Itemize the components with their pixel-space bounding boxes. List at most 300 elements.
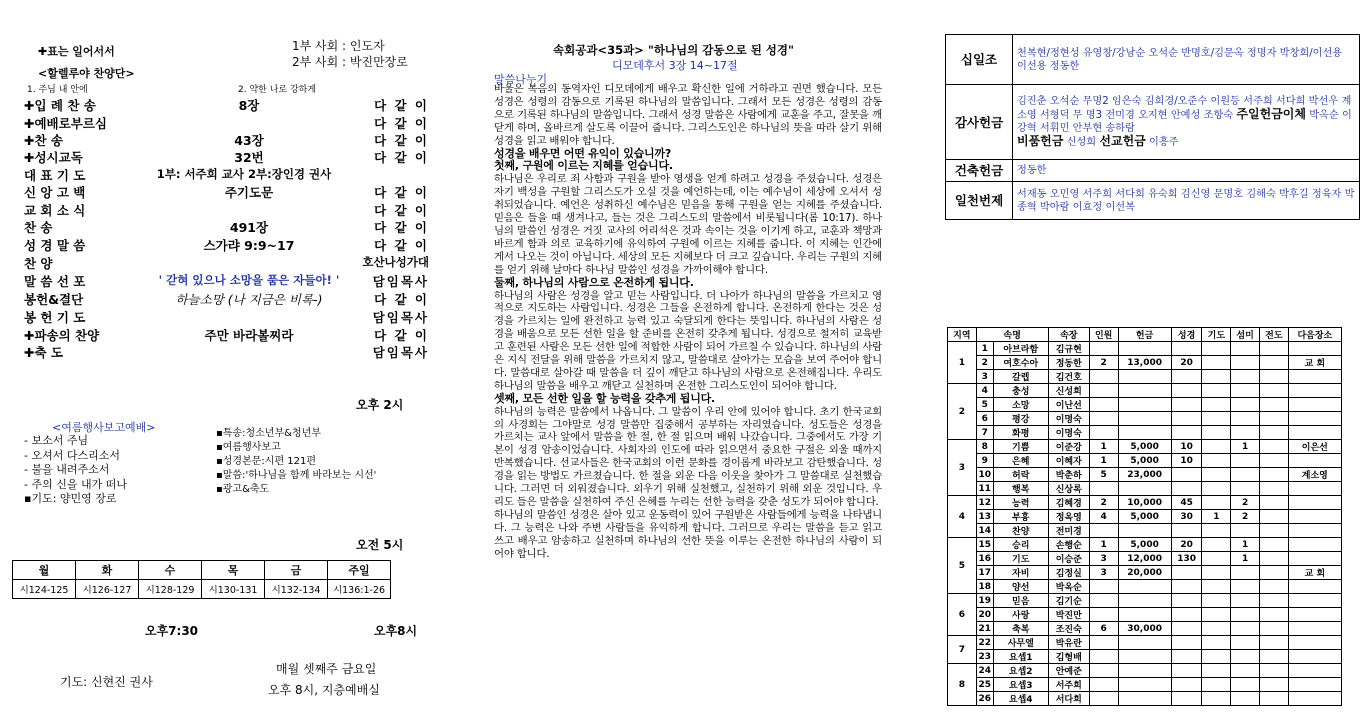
group-cell-prayer: 1 [1202,510,1231,524]
tithe-label: 십일조 [946,35,1013,85]
group-cell-serve [1231,650,1260,664]
order-item-name: 대 표 기 도 [24,168,86,183]
sunday-transfer-label: 주일헌금이체 [1236,107,1306,121]
group-cell-name: 평강 [993,412,1048,426]
group-cell-name: 요셉1 [993,650,1048,664]
lesson-heading: 성경을 배우면 어떤 유익이 있습니까? [494,146,672,160]
group-cell-bible: 45 [1171,496,1202,510]
standing-note: ✚표는 일어서서 [38,45,115,58]
thousand-offering-label: 일천번제 [946,182,1013,220]
mission-offering-label: 선교헌금 [1099,134,1146,148]
group-cell-offering [1118,370,1171,384]
service-time-5am: 오전 5시 [356,538,404,552]
group-cell-prayer [1202,356,1231,370]
group-cell-leader: 조진숙 [1048,622,1089,636]
group-cell-leader: 박춘하 [1048,468,1089,482]
group-table-header: 속명 [976,328,1048,342]
week-reading: 시124-125 [13,580,76,599]
order-item-person: 다 같 이 [374,292,429,307]
group-cell-bible [1171,692,1202,706]
lesson-paragraph: 하나님의 사람은 성경을 알고 믿는 사람입니다. 더 나아가 하나님의 말씀을 가르치고 영적으로 지도하는 사람입니다. 성경은 그들을 온전하게 합니다. 온전하게 한다는 것은 성경을 가르치는 일에 완전하고 능력 있고 숙달되게 한다는 뜻입니다. 하나님의 사람은 성경을 배움으로 모든 선한 일을 할 준비를 온전히 갖추게 됩니다. 성경으로 철저히 교육받고 훈련된 사람은 모든 선한 일에 적합한 사람이 되어 가르칠 수 있습니다. 하나님의 사람은 지식 전달을 위해 말씀을 가르치지 않고, 말씀대로 살아가는 모습을 보여 주어야 합니다. 말씀대로 살아갈 때 말씀을 더 깊이 깨닫고 하나님의 사람으로 온전해집니다. 우리도 하나님의 말씀을 배우고 깨닫고 실천하며 온전한 그리스도인이 되어야 합니다. [494,289,882,392]
group-row [948,566,1342,580]
group-cell-evang [1259,580,1288,594]
group-cell-bible [1171,370,1202,384]
group-table-header: 다음장소 [1288,328,1341,342]
group-row [948,370,1342,384]
group-cell-bible: 10 [1171,440,1202,454]
group-cell-bible [1171,636,1202,650]
summer-song-item: - 불을 내려주소서 [24,463,110,476]
order-item-person: 호산나성가대 [362,255,429,269]
group-cell-people [1089,426,1118,440]
group-cell-serve [1231,622,1260,636]
group-cell-leader: 신성희 [1048,384,1089,398]
group-cell-leader: 서주희 [1048,678,1089,692]
group-cell-people: 2 [1089,356,1118,370]
group-cell-bible [1171,580,1202,594]
group-cell-num: 3 [976,370,993,384]
order-item-person: 담임목사 [372,310,429,325]
group-cell-bible [1171,608,1202,622]
group-table-header: 전도 [1259,328,1288,342]
group-cell-evang [1259,454,1288,468]
group-cell-name: 사랑 [993,608,1048,622]
service-time-8pm: 오후8시 [374,624,418,638]
group-cell-prayer [1202,636,1231,650]
group-cell-offering [1118,426,1171,440]
order-item-name: 성 경 말 씀 [24,238,86,253]
group-cell-name: 자비 [993,566,1048,580]
group-row [948,692,1342,706]
group-row [948,468,1342,482]
group-cell-name: 승리 [993,538,1048,552]
group-cell-prayer [1202,426,1231,440]
offering-table [945,34,1360,220]
group-cell-bible [1171,622,1202,636]
building-offering-names: 정동한 [1013,160,1360,182]
group-cell-next [1288,412,1341,426]
group-cell-prayer [1202,496,1231,510]
group-cell-people: 3 [1089,552,1118,566]
group-cell-serve [1231,482,1260,496]
summer-order-item: ▪말씀:'하나님을 함께 바라보는 시선' [216,470,377,481]
group-cell-bible [1171,384,1202,398]
group-row [948,650,1342,664]
group-cell-people: 3 [1089,566,1118,580]
thousand-offering-names: 서재동 오민영 서주희 서다희 유숙희 김신영 문명호 김해숙 박후길 정육자 박종혁 박아람 이효정 이선복 [1013,182,1360,220]
group-cell-serve: 2 [1231,510,1260,524]
summer-order-item: ▪성경본문:시편 121편 [216,456,317,467]
order-item-person: 다 같 이 [374,203,429,218]
group-cell-offering: 5,000 [1118,454,1171,468]
group-cell-name: 화평 [993,426,1048,440]
group-cell-prayer [1202,678,1231,692]
group-cell-bible [1171,664,1202,678]
group-cell-evang [1259,524,1288,538]
group-cell-prayer [1202,524,1231,538]
group-cell-name: 충성 [993,384,1048,398]
group-row [948,580,1342,594]
group-cell-leader: 신상록 [1048,482,1089,496]
group-cell-leader: 김규현 [1048,342,1089,356]
group-cell-evang [1259,594,1288,608]
group-cell-prayer [1202,622,1231,636]
order-item-name: ✚성시교독 [24,150,83,165]
group-cell-next [1288,524,1341,538]
service-time-2pm: 오후 2시 [356,398,404,412]
group-cell-offering: 30,000 [1118,622,1171,636]
lesson-heading: 셋째, 모든 선한 일을 할 능력을 갖추게 됩니다. [494,391,716,405]
group-row [948,678,1342,692]
group-cell-people [1089,650,1118,664]
group-cell-evang [1259,370,1288,384]
group-cell-name: 요셉2 [993,664,1048,678]
order-item-name: ✚찬 송 [24,133,63,148]
group-cell-prayer [1202,608,1231,622]
group-cell-num: 16 [976,552,993,566]
order-item-content: ' 갇혀 있으나 소망을 품은 자들아! ' [158,273,340,287]
group-row [948,412,1342,426]
group-cell-prayer [1202,412,1231,426]
praise-song-1: 1. 주님 내 안에 [27,85,88,95]
order-item-name: 찬 양 [24,256,53,271]
summer-report-order [216,427,376,497]
group-cell-serve [1231,426,1260,440]
group-cell-offering: 23,000 [1118,468,1171,482]
order-item-person: 다 같 이 [374,150,429,165]
praise-song-2: 2. 약한 나로 강하게 [238,85,317,95]
mission-offering-names: 이흥주 [1149,137,1179,148]
group-cell-next [1288,580,1341,594]
group-cell-evang [1259,678,1288,692]
group-cell-offering: 5,000 [1118,538,1171,552]
group-cell-people: 4 [1089,510,1118,524]
group-cell-offering: 20,000 [1118,566,1171,580]
group-row [948,552,1342,566]
group-cell-next: 이은선 [1288,440,1341,454]
thanks-offering-names [1013,85,1360,160]
group-cell-num: 15 [976,538,993,552]
group-cell-num: 2 [976,356,993,370]
group-region: 7 [948,636,977,664]
order-item-person: 담임목사 [372,274,429,289]
group-cell-offering [1118,636,1171,650]
group-cell-offering [1118,608,1171,622]
group-cell-serve [1231,636,1260,650]
group-cell-leader: 이준강 [1048,440,1089,454]
week-day: 주일 [328,561,391,580]
order-item-name: ✚파송의 찬양 [24,328,100,343]
group-cell-leader: 안예준 [1048,664,1089,678]
group-cell-prayer [1202,566,1231,580]
group-cell-name: 능력 [993,496,1048,510]
group-cell-serve [1231,412,1260,426]
group-cell-leader: 김형배 [1048,650,1089,664]
group-cell-prayer [1202,398,1231,412]
group-cell-num: 24 [976,664,993,678]
host-part1: 1부 사회 : 인도자 [292,39,385,53]
group-cell-name: 기쁨 [993,440,1048,454]
group-cell-next [1288,370,1341,384]
worship-order-item [24,183,429,202]
group-region: 2 [948,384,977,440]
order-item-content: 하늘소망 (나 지금은 비록-) [175,292,323,307]
summer-song-item: - 보소서 주님 [24,434,89,447]
group-cell-people [1089,580,1118,594]
group-cell-prayer [1202,342,1231,356]
group-cell-bible [1171,412,1202,426]
group-row [948,384,1342,398]
group-cell-offering [1118,342,1171,356]
group-cell-serve [1231,524,1260,538]
worship-order-item [24,343,429,362]
monthly-schedule: 매월 셋째주 금요일 [276,662,377,676]
group-cell-people: 2 [1089,496,1118,510]
group-cell-people: 5 [1089,468,1118,482]
group-cell-leader: 이혜자 [1048,454,1089,468]
group-cell-prayer [1202,650,1231,664]
building-offering-label: 건축헌금 [946,160,1013,182]
group-cell-prayer [1202,440,1231,454]
group-cell-evang [1259,636,1288,650]
praise-team-title: <할렐루야 찬양단> [38,67,135,80]
group-cell-people [1089,412,1118,426]
order-item-content: 8장 [238,98,260,113]
group-cell-bible [1171,678,1202,692]
group-cell-people [1089,692,1118,706]
group-cell-serve: 2 [1231,496,1260,510]
group-row [948,524,1342,538]
group-cell-leader: 박진만 [1048,608,1089,622]
group-cell-serve [1231,678,1260,692]
group-cell-next [1288,678,1341,692]
group-cell-people [1089,482,1118,496]
summer-song-item: - 주의 신을 내가 떠나 [24,477,127,491]
order-item-name: ✚축 도 [24,345,63,360]
group-cell-num: 10 [976,468,993,482]
group-cell-evang [1259,692,1288,706]
week-day: 월 [13,561,76,580]
group-cell-num: 18 [976,580,993,594]
group-cell-bible [1171,468,1202,482]
group-cell-people [1089,370,1118,384]
group-cell-num: 12 [976,496,993,510]
group-cell-serve [1231,594,1260,608]
group-cell-num: 21 [976,622,993,636]
order-item-person: 담임목사 [372,345,429,360]
group-cell-num: 7 [976,426,993,440]
group-cell-next [1288,692,1341,706]
group-cell-offering: 13,000 [1118,356,1171,370]
supply-offering-names: 신성희 [1066,137,1097,148]
order-item-content: 491장 [229,220,269,235]
group-cell-num: 1 [976,342,993,356]
lesson-body [494,83,882,561]
order-item-content: 주기도문 [224,185,274,200]
group-cell-name: 사무엘 [993,636,1048,650]
group-cell-num: 22 [976,636,993,650]
order-item-name: 찬 송 [24,220,53,235]
group-table-header: 지역 [948,328,977,342]
group-cell-next [1288,510,1341,524]
worship-order-item [24,218,429,237]
group-cell-evang [1259,664,1288,678]
group-cell-num: 9 [976,454,993,468]
group-cell-people [1089,342,1118,356]
order-item-person: 다 같 이 [374,116,429,131]
group-cell-serve [1231,342,1260,356]
group-cell-prayer [1202,580,1231,594]
group-cell-prayer [1202,664,1231,678]
week-reading: 시136:1-26 [328,580,391,599]
group-row [948,398,1342,412]
lesson-paragraph: 하나님의 말씀인 성경은 살아 있고 운동력이 있어 구원받은 사람들에게 능력을 나타냅니다. 그 능력은 나와 주변 사람들을 유익하게 합니다. 그러므로 우리는 말씀을 듣고 읽고 쓰고 배우고 암송하고 실천하며 하나님의 선한 뜻을 이루는 온전한 하나님의 사람이 되어야 합니다. [494,508,882,560]
group-cell-serve [1231,608,1260,622]
group-cell-evang [1259,356,1288,370]
group-cell-prayer [1202,552,1231,566]
group-cell-bible: 30 [1171,510,1202,524]
group-cell-name: 허락 [993,468,1048,482]
group-cell-num: 26 [976,692,993,706]
worship-order-item [24,236,429,255]
group-cell-leader: 김건호 [1048,370,1089,384]
group-cell-next [1288,552,1341,566]
group-cell-evang [1259,608,1288,622]
group-cell-offering: 12,000 [1118,552,1171,566]
group-cell-name: 축복 [993,622,1048,636]
group-row [948,636,1342,650]
group-cell-bible [1171,594,1202,608]
order-item-name: ✚입 례 찬 송 [24,98,96,113]
group-cell-name: 부흥 [993,510,1048,524]
group-cell-people [1089,636,1118,650]
group-cell-people: 6 [1089,622,1118,636]
week-day: 화 [76,561,139,580]
summer-order-item: ▪특송:청소년부&청년부 [216,428,321,439]
group-cell-people [1089,524,1118,538]
group-cell-bible [1171,482,1202,496]
group-cell-bible [1171,566,1202,580]
group-cell-offering [1118,594,1171,608]
group-cell-next [1288,608,1341,622]
group-cell-leader: 이난선 [1048,398,1089,412]
week-reading: 시128-129 [139,580,202,599]
group-cell-bible: 10 [1171,454,1202,468]
group-cell-leader: 전미경 [1048,524,1089,538]
order-item-content: 32번 [234,150,264,165]
group-cell-next [1288,426,1341,440]
week-day: 수 [139,561,202,580]
week-day: 금 [265,561,328,580]
group-cell-offering [1118,384,1171,398]
lesson-paragraph: 하나님은 우리로 죄 사함과 구원을 받아 영생을 얻게 하려고 성경을 주셨습니다. 성경은 자기 백성을 구원할 그리스도가 오실 것을 예언하는데, 이는 예수님이 세상에 오셔서 성취되었습니다. 예언은 성취하신 예수님은 믿음을 통해 구원을 얻는 지혜를 주셨습니다. 믿음은 들을 때 생겨나고, 들는 것은 그리스도의 말씀에서 비롯됩니다(롬 10:17). 하나님의 말씀인 성경은 거짓 교사의 어리석은 것과 속이는 것을 이기게 하고, 교훈과 책망과 바르게 함과 의로 교육하기에 유익하여 구원에 이르는 지혜를 줍니다. 이 지혜는 인간에게서 나오는 것이 아닙니다. 세상의 모든 지혜보다 더 크고 깊습니다. 우리는 구원의 지혜를 얻기 위해 날마다 하나님 말씀인 성경을 가까이해야 합니다. [494,173,882,276]
summer-song-item: - 오셔서 다스리소서 [24,448,120,462]
group-table-header: 기도 [1202,328,1231,342]
group-cell-num: 14 [976,524,993,538]
group-cell-serve [1231,398,1260,412]
group-cell-people [1089,608,1118,622]
order-item-name: 봉헌&결단 [24,292,84,307]
group-cell-serve [1231,664,1260,678]
prayer-leader: 기도: 신현진 권사 [60,675,153,689]
worship-order-item [24,254,429,273]
group-row [948,356,1342,370]
group-cell-serve [1231,580,1260,594]
lesson-section-label: 말씀나누기 [494,73,548,86]
group-table-header: 섬미 [1231,328,1260,342]
group-cell-name: 기도 [993,552,1048,566]
summer-order-item: ▪여름행사보고 [216,442,281,453]
group-cell-evang [1259,412,1288,426]
group-cell-people [1089,594,1118,608]
lesson-paragraph: 하나님의 능력은 말씀에서 나옵니다. 그 말씀이 우리 안에 있어야 합니다. 초기 한국교회의 사경회는 그야말로 성경 말씀만 집중해서 공부하는 자리였습니다. 성도들은 성경을 가르치는 교사 앞에서 말씀을 한 절, 한 절 읽으며 배워 나갔습니다. 그중에서도 가장 기본이 성경 암송이었습니다. 사회자의 인도에 따라 읽으면서 중요한 구절은 외울 때까지 반복했습니다. 선교사들은 한국교회의 이런 문화를 경이롭게 바라보고 감탄했습니다. 성경을 읽는 방법도 가르쳤습니다. 한 절을 외운 다음 이웃을 찾아가 그 말씀대로 실천했습니다. 그러면 더 외워졌습니다. 외우기 위해 실천했고, 실천하기 위해 외운 것입니다. 우리도 들은 말씀을 실천하여 주신 은혜를 누리는 선한 능력을 갖춘 성도가 되어야 합니다. [494,405,882,508]
group-cell-prayer [1202,468,1231,482]
group-cell-leader: 이명숙 [1048,412,1089,426]
group-row [948,538,1342,552]
group-cell-num: 13 [976,510,993,524]
worship-order-item [24,308,429,327]
group-row [948,454,1342,468]
group-cell-num: 6 [976,412,993,426]
order-item-person: 다 같 이 [374,328,429,343]
group-cell-next [1288,342,1341,356]
group-cell-leader: 김기순 [1048,594,1089,608]
summer-song-item: ▪기도: 양민영 장로 [24,492,117,505]
group-region: 6 [948,594,977,636]
group-cell-serve [1231,370,1260,384]
order-item-name: 교 회 소 식 [24,203,86,218]
group-cell-next [1288,650,1341,664]
group-row [948,664,1342,678]
group-cell-num: 11 [976,482,993,496]
group-cell-people: 1 [1089,538,1118,552]
group-cell-next [1288,594,1341,608]
group-cell-offering [1118,580,1171,594]
group-cell-num: 17 [976,566,993,580]
group-cell-next [1288,454,1341,468]
order-item-content: 43장 [234,133,264,148]
order-item-name: ✚예배로부르심 [24,116,107,131]
service-time-730pm: 오후7:30 [145,624,199,638]
lesson-paragraph: 바울은 복음의 동역자인 디모데에게 배우고 확신한 일에 거하라고 권면 했습니다. 모든 성경은 성령의 감동으로 기록된 하나님의 말씀입니다. 그래서 모든 성경은 성령의 감동으로 기록된 하나님의 말씀입니다. 그래서 성경 말씀은 사람에게 교훈을 주고, 잘못을 깨닫게 하며, 올바르게 살도록 이끌어 줍니다. 그리스도인은 하나님의 뜻을 따라 살기 위해 성경을 읽고 배워야 합니다. [494,83,882,147]
group-cell-next [1288,482,1341,496]
thanks-names: 김진춘 오석순 무명2 임은숙 김희경/오준수 이원등 서주희 서다희 박선우 계소영 서형덕 무 명3 전미경 오지현 안예성 조항숙 [1017,96,1352,121]
sunday-transfer-names: 박옥순 이강혁 서휘민 안부현 송하람 [1017,110,1352,134]
order-item-content: 1부: 서주희 교사 2부:장인경 권사 [156,167,332,181]
group-cell-leader: 박유란 [1048,636,1089,650]
group-region: 4 [948,496,977,538]
group-cell-offering [1118,412,1171,426]
group-cell-people: 1 [1089,440,1118,454]
worship-order-item [24,96,429,115]
lesson-heading: 첫째, 구원에 이르는 지혜를 얻습니다. [494,159,673,173]
group-cell-evang [1259,650,1288,664]
order-item-name: 봉 헌 기 도 [24,310,86,325]
order-item-person: 다 같 이 [374,133,429,148]
supply-offering-label: 비품헌금 [1017,134,1064,148]
group-cell-serve [1231,356,1260,370]
group-cell-offering [1118,650,1171,664]
group-cell-name: 찬양 [993,524,1048,538]
group-cell-leader: 손행순 [1048,538,1089,552]
group-cell-evang [1259,426,1288,440]
group-cell-leader: 김혜경 [1048,496,1089,510]
group-region: 3 [948,440,977,496]
group-cell-evang [1259,496,1288,510]
group-cell-bible [1171,342,1202,356]
group-cell-name: 소망 [993,398,1048,412]
order-item-name: 말 씀 선 포 [24,274,86,289]
